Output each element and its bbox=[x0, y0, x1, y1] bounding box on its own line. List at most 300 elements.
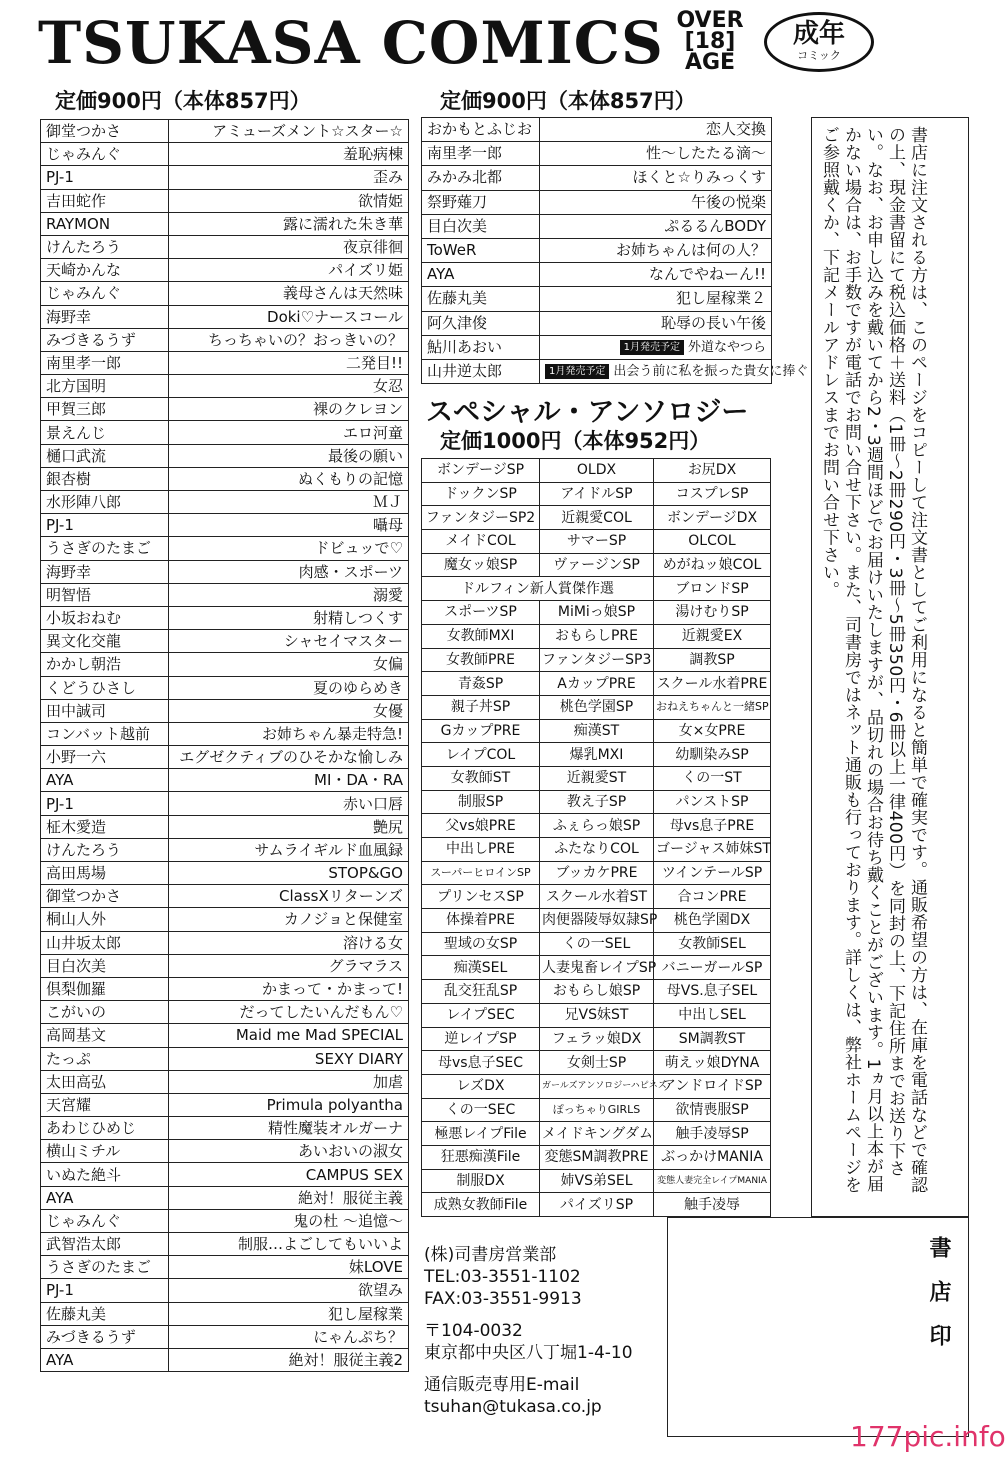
author-cell: 異文化交龍 bbox=[41, 630, 169, 653]
author-cell: みかみ北都 bbox=[422, 166, 540, 190]
author-cell: 御堂つかさ bbox=[41, 120, 169, 143]
publisher-info bbox=[424, 1245, 633, 1419]
author-cell: 海野幸 bbox=[41, 305, 169, 328]
release-badge: 1月発売予定 bbox=[620, 340, 684, 355]
table-row bbox=[41, 699, 409, 722]
author-cell: 佐藤丸美 bbox=[41, 1302, 169, 1325]
title-cell: ＭＪ bbox=[169, 491, 409, 514]
table-row bbox=[422, 530, 771, 554]
author-cell: 甲賀三郎 bbox=[41, 398, 169, 421]
grid-cell: アンドロイドSP bbox=[654, 1074, 771, 1098]
title-cell: 女優 bbox=[169, 699, 409, 722]
table-row bbox=[41, 514, 409, 537]
grid-cell: 近親愛EX bbox=[654, 624, 771, 648]
title-cell: ぬくもりの記憶 bbox=[169, 467, 409, 490]
author-cell: 小野一六 bbox=[41, 746, 169, 769]
author-cell: 高田馬場 bbox=[41, 862, 169, 885]
grid-cell: フェラッ娘DX bbox=[540, 1027, 654, 1051]
title-cell: 囁母 bbox=[169, 514, 409, 537]
author-cell: あわじひめじ bbox=[41, 1117, 169, 1140]
table-row bbox=[422, 263, 772, 287]
order-notice-box bbox=[811, 117, 969, 1217]
title-cell: なんでやねーん!! bbox=[540, 263, 772, 287]
over18-mark bbox=[666, 10, 754, 73]
table-row bbox=[41, 1325, 409, 1348]
title-cell: グラマラス bbox=[169, 954, 409, 977]
table-row bbox=[422, 790, 771, 814]
grid-cell: ファンタジーSP2 bbox=[422, 506, 540, 530]
title-cell: だってしたいんだもん♡ bbox=[169, 1001, 409, 1024]
grid-cell: 魔女ッ娘SP bbox=[422, 553, 540, 577]
table-row bbox=[41, 305, 409, 328]
grid-cell: 変態人妻完全レイプMANIA bbox=[654, 1169, 771, 1193]
grid-cell: 女教師PRE bbox=[422, 648, 540, 672]
table-row bbox=[41, 838, 409, 861]
mail-address: tsuhan@tukasa.co.jp bbox=[424, 1397, 602, 1417]
table-row bbox=[41, 166, 409, 189]
table-row bbox=[422, 861, 771, 885]
grid-cell: 触手凌辱SP bbox=[654, 1122, 771, 1146]
table-row bbox=[41, 444, 409, 467]
grid-cell: 女教師SEL bbox=[654, 932, 771, 956]
author-cell: AYA bbox=[41, 769, 169, 792]
author-cell: 鮎川あおい bbox=[422, 335, 540, 359]
table-row bbox=[41, 1279, 409, 1302]
grid-cell: SM調教ST bbox=[654, 1027, 771, 1051]
title-cell: 欲望み bbox=[169, 1279, 409, 1302]
title-cell: 性～したたる滴～ bbox=[540, 142, 772, 166]
badge-sub: コミック bbox=[797, 49, 841, 62]
author-cell: みづきるうず bbox=[41, 328, 169, 351]
title-cell: 二発目!! bbox=[169, 351, 409, 374]
price-right: 定価900円（本体857円） bbox=[440, 89, 696, 113]
table-row bbox=[41, 792, 409, 815]
grid-cell: 制服DX bbox=[422, 1169, 540, 1193]
title-cell: ClassXリターンズ bbox=[169, 885, 409, 908]
grid-cell: 変態SM調教PRE bbox=[540, 1145, 654, 1169]
grid-cell: 乱交狂乱SP bbox=[422, 980, 540, 1004]
grid-cell: 痴漢SEL bbox=[422, 956, 540, 980]
grid-cell: 触手凌辱 bbox=[654, 1193, 771, 1217]
grid-cell: 肉便器陵辱奴隷SP bbox=[540, 909, 654, 933]
brand-title: TSUKASA COMICS bbox=[38, 9, 664, 77]
title-cell: 犯し屋稼業 bbox=[169, 1302, 409, 1325]
grid-cell: 女教師MXI bbox=[422, 624, 540, 648]
grid-cell: アイドルSP bbox=[540, 482, 654, 506]
author-cell: 小坂おねむ bbox=[41, 606, 169, 629]
author-cell: たっぷ bbox=[41, 1047, 169, 1070]
table-row bbox=[422, 1145, 771, 1169]
table-row bbox=[41, 1256, 409, 1279]
author-cell: 目白次美 bbox=[422, 214, 540, 238]
author-cell: おかもとふじお bbox=[422, 118, 540, 142]
title-cell: 妹LOVE bbox=[169, 1256, 409, 1279]
author-cell: かかし朝浩 bbox=[41, 653, 169, 676]
grid-cell: OLDX bbox=[540, 459, 654, 483]
table-row bbox=[422, 1122, 771, 1146]
table-row bbox=[41, 1186, 409, 1209]
grid-cell: MiMiっ娘SP bbox=[540, 601, 654, 625]
grid-cell: 姉VS弟SEL bbox=[540, 1169, 654, 1193]
grid-cell: 親子丼SP bbox=[422, 695, 540, 719]
title-cell: エロ河童 bbox=[169, 421, 409, 444]
title-cell: あいおいの淑女 bbox=[169, 1140, 409, 1163]
table-row bbox=[422, 553, 771, 577]
grid-cell: 湯けむりSP bbox=[654, 601, 771, 625]
table-row bbox=[41, 212, 409, 235]
title-cell: 義母さんは天然味 bbox=[169, 282, 409, 305]
title-cell: ドビュッで♡ bbox=[169, 537, 409, 560]
grid-cell: ツインテールSP bbox=[654, 861, 771, 885]
table-row bbox=[41, 862, 409, 885]
title-cell: 精性魔装オルガーナ bbox=[169, 1117, 409, 1140]
title-cell: 恋人交換 bbox=[540, 118, 772, 142]
grid-cell: GカップPRE bbox=[422, 719, 540, 743]
table-row bbox=[41, 1348, 409, 1371]
table-row bbox=[41, 560, 409, 583]
title-cell: MI・DA・RA bbox=[169, 769, 409, 792]
author-cell: 太田高弘 bbox=[41, 1070, 169, 1093]
comics-list-left bbox=[40, 119, 409, 1372]
table-row bbox=[422, 287, 772, 311]
mail-label: 通信販売専用E-mail bbox=[424, 1375, 580, 1395]
table-row bbox=[422, 601, 771, 625]
title-cell: SEXY DIARY bbox=[169, 1047, 409, 1070]
table-row bbox=[41, 769, 409, 792]
table-row bbox=[422, 838, 771, 862]
table-row bbox=[422, 766, 771, 790]
grid-cell: おねえちゃんと一緒SP bbox=[654, 695, 771, 719]
table-row bbox=[41, 491, 409, 514]
grid-cell: ガールズアンソロジーハピネス bbox=[540, 1074, 654, 1098]
author-cell: 横山ミチル bbox=[41, 1140, 169, 1163]
title-cell bbox=[540, 335, 772, 359]
publisher-fax: FAX:03-3551-9913 bbox=[424, 1289, 582, 1309]
table-row bbox=[41, 351, 409, 374]
author-cell: 山井逆太郎 bbox=[422, 359, 540, 383]
author-cell: PJ-1 bbox=[41, 792, 169, 815]
title-cell: CAMPUS SEX bbox=[169, 1163, 409, 1186]
grid-cell: ふたなりCOL bbox=[540, 838, 654, 862]
table-row bbox=[41, 189, 409, 212]
grid-cell: 女教師ST bbox=[422, 766, 540, 790]
grid-cell: レズDX bbox=[422, 1074, 540, 1098]
title-cell: 射精しつくす bbox=[169, 606, 409, 629]
title-cell: 赤い口唇 bbox=[169, 792, 409, 815]
author-cell: こがいの bbox=[41, 1001, 169, 1024]
grid-cell: 痴漢ST bbox=[540, 719, 654, 743]
title-cell: ほくと☆りみっくす bbox=[540, 166, 772, 190]
table-row bbox=[41, 1302, 409, 1325]
grid-cell: 教え子SP bbox=[540, 790, 654, 814]
title-cell: アミューズメント☆スター☆ bbox=[169, 120, 409, 143]
author-cell: 武智浩太郎 bbox=[41, 1233, 169, 1256]
grid-cell: ふぇらっ娘SP bbox=[540, 814, 654, 838]
author-cell: うさぎのたまご bbox=[41, 1256, 169, 1279]
grid-cell: 萌えッ娘DYNA bbox=[654, 1051, 771, 1075]
table-row bbox=[422, 118, 772, 142]
table-row bbox=[41, 1163, 409, 1186]
grid-cell: 母vs息子PRE bbox=[654, 814, 771, 838]
title-cell: お姉ちゃんは何の人？ bbox=[540, 238, 772, 262]
table-row bbox=[41, 1140, 409, 1163]
title-cell: 制服…よごしてもいいよ bbox=[169, 1233, 409, 1256]
table-row bbox=[41, 235, 409, 258]
grid-cell: 桃色学園SP bbox=[540, 695, 654, 719]
table-row bbox=[422, 335, 772, 359]
grid-cell: 逆レイプSP bbox=[422, 1027, 540, 1051]
title-cell: お姉ちゃん暴走特急! bbox=[169, 722, 409, 745]
grid-cell: ファンタジーSP3 bbox=[540, 648, 654, 672]
grid-cell: めがねッ娘COL bbox=[654, 553, 771, 577]
author-cell: けんたろう bbox=[41, 235, 169, 258]
title-cell: 歪み bbox=[169, 166, 409, 189]
table-row bbox=[422, 359, 772, 383]
author-cell: 吉田蛇作 bbox=[41, 189, 169, 212]
title-cell: 肉感・スポーツ bbox=[169, 560, 409, 583]
title-cell: 溺愛 bbox=[169, 583, 409, 606]
grid-cell: 女剣士SP bbox=[540, 1051, 654, 1075]
table-row bbox=[422, 311, 772, 335]
badge-main: 成年 bbox=[792, 19, 845, 49]
grid-cell: 狂悪痴漢File bbox=[422, 1145, 540, 1169]
author-cell: うさぎのたまご bbox=[41, 537, 169, 560]
title-cell: ぷるるんBODY bbox=[540, 214, 772, 238]
table-row bbox=[41, 537, 409, 560]
author-cell: 北方国明 bbox=[41, 375, 169, 398]
author-cell: いぬた絶斗 bbox=[41, 1163, 169, 1186]
author-cell: 倶梨伽羅 bbox=[41, 977, 169, 1000]
title-cell: エグゼクティブのひそかな愉しみ bbox=[169, 746, 409, 769]
grid-cell: ヴァージンSP bbox=[540, 553, 654, 577]
table-row bbox=[41, 421, 409, 444]
table-row bbox=[422, 1003, 771, 1027]
title-cell: パイズリ姫 bbox=[169, 259, 409, 282]
table-row bbox=[41, 328, 409, 351]
grid-cell: OLCOL bbox=[654, 530, 771, 554]
title-cell: 絶対！服従主義 bbox=[169, 1186, 409, 1209]
title-cell: 溶ける女 bbox=[169, 931, 409, 954]
table-row bbox=[422, 1074, 771, 1098]
grid-cell: 合コンPRE bbox=[654, 885, 771, 909]
author-cell: 水形陣八郎 bbox=[41, 491, 169, 514]
table-row bbox=[422, 814, 771, 838]
title-cell: 裸のクレヨン bbox=[169, 398, 409, 421]
author-cell: じゃみんぐ bbox=[41, 143, 169, 166]
adult-comic-badge bbox=[764, 12, 874, 72]
author-cell: 景えんじ bbox=[41, 421, 169, 444]
table-row bbox=[41, 885, 409, 908]
title-cell: 夜京徘徊 bbox=[169, 235, 409, 258]
release-badge: 1月発売予定 bbox=[545, 364, 609, 379]
grid-cell: 兄VS妹ST bbox=[540, 1003, 654, 1027]
table-row bbox=[41, 1093, 409, 1116]
publisher-name: (株)司書房営業部 bbox=[424, 1245, 557, 1265]
title-cell: STOP&GO bbox=[169, 862, 409, 885]
grid-cell: AカップPRE bbox=[540, 672, 654, 696]
over18-line: [18] bbox=[684, 29, 736, 54]
grid-cell: メイドキングダム bbox=[540, 1122, 654, 1146]
grid-cell: おもらし娘SP bbox=[540, 980, 654, 1004]
publisher-postal: 〒104-0032 bbox=[424, 1321, 523, 1341]
author-cell: 南里孝一郎 bbox=[41, 351, 169, 374]
author-cell: 御堂つかさ bbox=[41, 885, 169, 908]
table-row bbox=[41, 815, 409, 838]
table-row bbox=[422, 648, 771, 672]
author-cell: 銀杏樹 bbox=[41, 467, 169, 490]
table-row bbox=[41, 259, 409, 282]
title-cell: 欲情姫 bbox=[169, 189, 409, 212]
grid-cell: 近親愛ST bbox=[540, 766, 654, 790]
table-row bbox=[41, 120, 409, 143]
grid-cell: 父vs娘PRE bbox=[422, 814, 540, 838]
title-cell: 絶対！服従主義2 bbox=[169, 1348, 409, 1371]
special-anthology-grid bbox=[421, 458, 771, 1217]
grid-cell: 青姦SP bbox=[422, 672, 540, 696]
price-special: 定価1000円（本体952円） bbox=[440, 429, 711, 453]
title-cell: Maid me Mad SPECIAL bbox=[169, 1024, 409, 1047]
table-row bbox=[41, 583, 409, 606]
grid-cell: 調教SP bbox=[654, 648, 771, 672]
table-row bbox=[41, 398, 409, 421]
grid-cell: 聖域の女SP bbox=[422, 932, 540, 956]
shop-stamp-box bbox=[667, 1217, 969, 1437]
special-anthology-title: スペシャル・アンソロジー bbox=[426, 397, 749, 428]
author-cell: けんたろう bbox=[41, 838, 169, 861]
author-cell: 海野幸 bbox=[41, 560, 169, 583]
grid-cell: 成熟女教師File bbox=[422, 1193, 540, 1217]
author-cell: くどうひさし bbox=[41, 676, 169, 699]
table-row bbox=[41, 143, 409, 166]
title-cell: 犯し屋稼業２ bbox=[540, 287, 772, 311]
author-cell: 天崎かんな bbox=[41, 259, 169, 282]
author-cell: 高岡基文 bbox=[41, 1024, 169, 1047]
title-cell: にゃんぷち？ bbox=[169, 1325, 409, 1348]
author-cell: AYA bbox=[422, 263, 540, 287]
title-cell: シャセイマスター bbox=[169, 630, 409, 653]
author-cell: 天宮耀 bbox=[41, 1093, 169, 1116]
title-text: 外道なやつら bbox=[687, 339, 766, 355]
author-cell: PJ-1 bbox=[41, 166, 169, 189]
author-cell: 佐藤丸美 bbox=[422, 287, 540, 311]
table-row bbox=[41, 1070, 409, 1093]
grid-cell: 母vs息子SEC bbox=[422, 1051, 540, 1075]
author-cell: 田中誠司 bbox=[41, 699, 169, 722]
grid-cell: スクール水着PRE bbox=[654, 672, 771, 696]
table-row bbox=[41, 746, 409, 769]
author-cell: 目白次美 bbox=[41, 954, 169, 977]
table-row bbox=[422, 719, 771, 743]
grid-cell: ブッカケPRE bbox=[540, 861, 654, 885]
author-cell: 柾木愛造 bbox=[41, 815, 169, 838]
grid-cell: 女×女PRE bbox=[654, 719, 771, 743]
table-row bbox=[422, 695, 771, 719]
shop-stamp-label: 書店印 bbox=[926, 1236, 951, 1368]
table-row bbox=[41, 1001, 409, 1024]
title-cell: 女偏 bbox=[169, 653, 409, 676]
author-cell: 阿久津俊 bbox=[422, 311, 540, 335]
table-row bbox=[422, 166, 772, 190]
grid-cell: ドルフィン新人賞傑作選 bbox=[422, 577, 654, 601]
table-row bbox=[422, 980, 771, 1004]
over18-line: OVER bbox=[676, 8, 744, 33]
grid-cell: くの一ST bbox=[654, 766, 771, 790]
table-row bbox=[41, 653, 409, 676]
author-cell: 桐山人外 bbox=[41, 908, 169, 931]
grid-cell: コスプレSP bbox=[654, 482, 771, 506]
grid-cell: ブロンドSP bbox=[654, 577, 771, 601]
grid-cell: ぽっちゃりGIRLS bbox=[540, 1098, 654, 1122]
table-row bbox=[422, 743, 771, 767]
table-row bbox=[41, 1233, 409, 1256]
table-row bbox=[41, 676, 409, 699]
table-row bbox=[422, 482, 771, 506]
grid-cell: おもらしPRE bbox=[540, 624, 654, 648]
table-row bbox=[422, 909, 771, 933]
title-cell: 最後の願い bbox=[169, 444, 409, 467]
author-cell: 山井坂太郎 bbox=[41, 931, 169, 954]
table-row bbox=[41, 606, 409, 629]
table-row bbox=[422, 1098, 771, 1122]
title-cell: 午後の悦楽 bbox=[540, 190, 772, 214]
title-cell: かまって・かまって! bbox=[169, 977, 409, 1000]
table-row bbox=[41, 722, 409, 745]
grid-cell: 中出しSEL bbox=[654, 1003, 771, 1027]
table-row bbox=[422, 624, 771, 648]
publisher-address: 東京都中央区八丁堀1-4-10 bbox=[424, 1343, 633, 1363]
price-left: 定価900円（本体857円） bbox=[55, 89, 311, 113]
table-row bbox=[41, 1047, 409, 1070]
table-row bbox=[422, 459, 771, 483]
table-row bbox=[41, 931, 409, 954]
author-cell: PJ-1 bbox=[41, 1279, 169, 1302]
table-row bbox=[422, 190, 772, 214]
author-cell: AYA bbox=[41, 1186, 169, 1209]
table-row bbox=[41, 375, 409, 398]
title-cell: 羞恥病棟 bbox=[169, 143, 409, 166]
table-row bbox=[422, 672, 771, 696]
title-cell: カノジョと保健室 bbox=[169, 908, 409, 931]
grid-cell: くの一SEL bbox=[540, 932, 654, 956]
title-cell: 恥辱の長い午後 bbox=[540, 311, 772, 335]
table-row bbox=[422, 932, 771, 956]
table-row bbox=[422, 1169, 771, 1193]
author-cell: コンバット越前 bbox=[41, 722, 169, 745]
table-row bbox=[422, 214, 772, 238]
title-cell: 夏のゆらめき bbox=[169, 676, 409, 699]
author-cell: 祭野薙刀 bbox=[422, 190, 540, 214]
table-row bbox=[41, 954, 409, 977]
author-cell: 樋口武流 bbox=[41, 444, 169, 467]
grid-cell: ドックンSP bbox=[422, 482, 540, 506]
table-row bbox=[41, 467, 409, 490]
title-cell: 露に濡れた朱き華 bbox=[169, 212, 409, 235]
table-row bbox=[422, 577, 771, 601]
title-cell: Doki♡ナースコール bbox=[169, 305, 409, 328]
title-cell: 女忍 bbox=[169, 375, 409, 398]
author-cell: じゃみんぐ bbox=[41, 1209, 169, 1232]
grid-cell: お尻DX bbox=[654, 459, 771, 483]
table-row bbox=[41, 282, 409, 305]
grid-cell: ボンデージSP bbox=[422, 459, 540, 483]
grid-cell: 人妻鬼畜レイプSP bbox=[540, 956, 654, 980]
grid-cell: 近親愛COL bbox=[540, 506, 654, 530]
table-row bbox=[422, 1027, 771, 1051]
author-cell: RAYMON bbox=[41, 212, 169, 235]
table-row bbox=[422, 142, 772, 166]
grid-cell: パイズリSP bbox=[540, 1193, 654, 1217]
author-cell: 明智悟 bbox=[41, 583, 169, 606]
